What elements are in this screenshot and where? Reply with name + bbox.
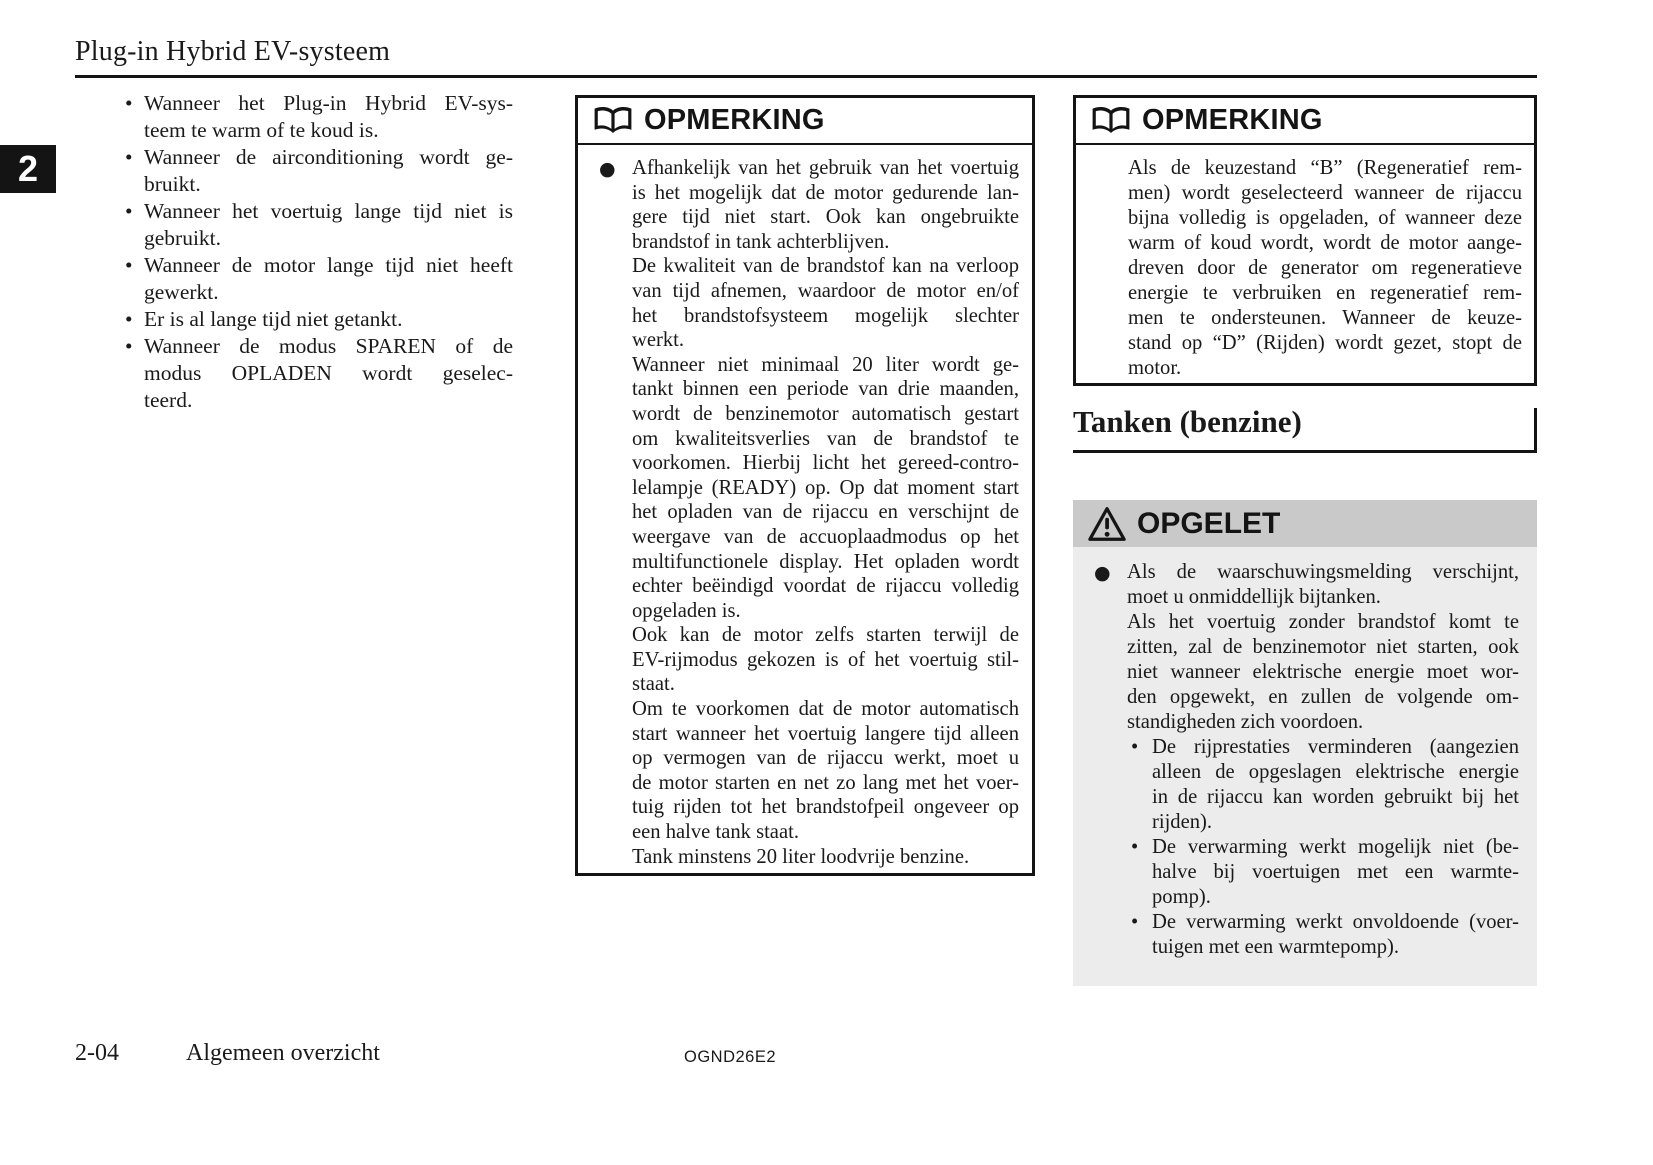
note-box-body <box>1076 145 1534 381</box>
note-box-title: OPMERKING <box>644 104 825 136</box>
text-line: gebruikt. <box>144 226 222 250</box>
caution-item <box>1094 560 1519 960</box>
text-line: lelampje (READY) op. Op dat moment start <box>632 476 1019 499</box>
bullet-dot-icon: • <box>125 307 133 331</box>
text-line: brandstof in tank achterblijven. <box>632 230 890 253</box>
list-item <box>1131 835 1519 910</box>
note-box-header <box>1076 98 1534 145</box>
bullet-dot-icon: • <box>125 145 133 169</box>
page-number: 2-04 <box>75 1040 119 1066</box>
caution-item-text <box>1127 560 1519 735</box>
list-item-text <box>1152 735 1519 835</box>
note-item-text <box>632 156 1019 869</box>
note-box-header <box>578 98 1032 145</box>
text-line: dreven door de generator om regeneratieve <box>1128 257 1522 279</box>
paragraph <box>632 697 1019 845</box>
text-line: gewerkt. <box>144 280 219 304</box>
list-item <box>125 306 513 333</box>
text-line: Als het voertuig zonder brandstof komt te <box>1127 611 1519 633</box>
text-line: op vermogen van de rijaccu werkt, moet u <box>632 747 1019 770</box>
text-line: Afhankelijk van het gebruik van het voertuig <box>632 157 1019 179</box>
text-line: rijden). <box>1152 811 1213 833</box>
caution-body <box>1073 547 1537 960</box>
text-line: om kwaliteitsverlies van de brandstof te <box>632 427 1019 450</box>
text-line: teem te warm of te koud is. <box>144 118 379 142</box>
note-item <box>599 156 1019 869</box>
bullet-dot-icon: • <box>125 334 133 358</box>
doc-code: OGND26E2 <box>684 1048 777 1066</box>
paragraph <box>632 254 1019 352</box>
text-line: EV-rijmodus gekozen is of het voertuig stil- <box>632 648 1019 671</box>
bullet-list-conditions <box>125 90 513 414</box>
list-item-text <box>144 333 513 414</box>
page-title: Plug-in Hybrid EV-systeem <box>75 36 391 67</box>
text-line: tuig rijden tot het brandstofpeil ongeveer op <box>632 796 1019 819</box>
list-item <box>125 144 513 198</box>
text-line: het brandstofsysteem mogelijk slechter <box>632 304 1019 327</box>
list-item-text <box>144 306 513 333</box>
text-line: tankt binnen een periode van drie maanden, <box>632 378 1019 401</box>
text-line: De verwarming werkt onvoldoende (voer- <box>1152 911 1519 933</box>
bullet-dot-icon: • <box>1131 911 1139 933</box>
text-line: Om te voorkomen dat de motor automatisch <box>632 698 1019 721</box>
text-line: Wanneer het voertuig lange tijd niet is <box>144 199 513 223</box>
note-box-body <box>578 145 1032 869</box>
text-line: modus OPLADEN wordt geselec- <box>144 361 513 385</box>
paragraph <box>632 353 1019 624</box>
text-line: warm of koud wordt, wordt de motor aange- <box>1128 232 1522 254</box>
text-line: voorkomen. Hierbij licht het gereed-contro- <box>632 452 1019 475</box>
text-line: staat. <box>632 673 675 696</box>
text-line: de motor starten en net zo lang met het voer- <box>632 771 1019 794</box>
note-box-fuel <box>575 95 1035 876</box>
heading-rule-tick <box>1534 408 1537 450</box>
text-line: zitten, zal de benzinemotor niet starten, ook <box>1127 636 1519 658</box>
caution-box <box>1073 500 1537 986</box>
list-item-text <box>144 90 513 144</box>
paragraph <box>632 845 1019 870</box>
open-book-icon <box>1090 105 1132 137</box>
text-line: Wanneer de modus SPAREN of de <box>144 334 513 358</box>
chapter-tab: 2 <box>0 145 56 193</box>
text-line: Wanneer het Plug-in Hybrid EV-sys- <box>144 91 513 115</box>
bullet-dot-icon: • <box>125 199 133 223</box>
list-item <box>125 198 513 252</box>
text-line: van tijd afnemen, waardoor de motor en/of <box>632 279 1019 302</box>
bullet-dot-icon: • <box>125 91 133 115</box>
text-line: standigheden zich voordoen. <box>1127 711 1364 733</box>
section-heading <box>1073 404 1537 453</box>
text-line: gere tijd niet start. Ook kan ongebruikte <box>632 206 1019 229</box>
caution-sub-list <box>1131 735 1519 960</box>
paragraph <box>1128 156 1522 381</box>
text-line: Als de waarschuwingsmelding verschijnt, <box>1127 561 1519 583</box>
text-line: tuigen met een warmtepomp). <box>1152 936 1400 958</box>
text-line: werkt. <box>632 329 685 352</box>
paragraph <box>1127 560 1519 610</box>
text-line: energie te verbruiken en regeneratief rem- <box>1128 282 1522 304</box>
text-line: halve bij voertuigen met een warmte- <box>1152 861 1519 883</box>
paragraph <box>1127 610 1519 735</box>
text-line: in de rijaccu kan worden gebruikt bij het <box>1152 786 1519 808</box>
list-item-text <box>144 144 513 198</box>
text-line: teerd. <box>144 388 193 412</box>
text-line: Wanneer de motor lange tijd niet heeft <box>144 253 513 277</box>
text-line: start wanneer het voertuig langere tijd alleen <box>632 722 1019 745</box>
text-line: bruikt. <box>144 172 201 196</box>
bullet-dot-icon: • <box>1131 836 1139 858</box>
header-rule <box>75 75 1537 78</box>
footer-section-title: Algemeen overzicht <box>186 1040 380 1066</box>
text-line: men te ondersteunen. Wanneer de keuze- <box>1128 307 1522 329</box>
list-item <box>1131 910 1519 960</box>
list-item-text <box>144 198 513 252</box>
text-line: wordt de benzinemotor automatisch gestart <box>632 402 1019 425</box>
text-line: Ook kan de motor zelfs starten terwijl de <box>632 624 1019 647</box>
text-line: stand op “D” (Rijden) wordt gezet, stopt de <box>1128 332 1522 354</box>
text-line: Tank minstens 20 liter loodvrije benzine. <box>632 845 970 868</box>
section-heading-text: Tanken (benzine) <box>1073 404 1302 439</box>
list-item-text <box>1152 835 1519 910</box>
caution-header <box>1073 500 1537 547</box>
text-line: het opladen van de rijaccu en verschijnt de <box>632 501 1019 524</box>
text-line: men) wordt geselecteerd wanneer de rijaccu <box>1128 182 1522 204</box>
text-line: Wanneer de airconditioning wordt ge- <box>144 145 513 169</box>
text-line: bijna volledig is opgeladen, of wanneer deze <box>1128 207 1522 229</box>
open-book-icon <box>592 105 634 137</box>
list-item <box>1131 735 1519 835</box>
text-line: De rijprestaties verminderen (aangezien <box>1152 736 1519 758</box>
bullet-dot-icon: • <box>1131 736 1139 758</box>
text-line: motor. <box>1128 357 1182 379</box>
text-line: een halve tank staat. <box>632 821 799 844</box>
paragraph <box>632 623 1019 697</box>
note-item-text <box>1097 156 1522 381</box>
text-line: multifunctionele display. Het opladen wordt <box>632 550 1019 573</box>
text-line: Er is al lange tijd niet getankt. <box>144 307 403 331</box>
text-line: echter beëindigd voordat de rijaccu volledig <box>632 575 1019 598</box>
text-line: Wanneer niet minimaal 20 liter wordt ge- <box>632 353 1019 376</box>
text-line: De verwarming werkt mogelijk niet (be- <box>1152 836 1519 858</box>
text-line: Als de keuzestand “B” (Regeneratief rem- <box>1128 157 1522 179</box>
bullet-disc-icon: ● <box>1094 562 1111 584</box>
text-line: De kwaliteit van de brandstof kan na verloop <box>632 255 1019 278</box>
text-line: moet u onmiddellijk bijtanken. <box>1127 586 1381 608</box>
text-line: opgeladen is. <box>632 599 741 622</box>
list-item <box>125 90 513 144</box>
bullet-disc-icon: ● <box>599 158 616 180</box>
list-item-text <box>144 252 513 306</box>
note-box-title: OPMERKING <box>1142 104 1323 136</box>
text-line: weergave van de accuoplaadmodus op het <box>632 525 1019 548</box>
list-item <box>125 333 513 414</box>
paragraph <box>632 156 1019 254</box>
text-line: den opgewekt, en zullen de volgende om- <box>1127 686 1519 708</box>
list-item <box>125 252 513 306</box>
caution-title: OPGELET <box>1137 506 1281 540</box>
bullet-dot-icon: • <box>125 253 133 277</box>
note-box-regen <box>1073 95 1537 386</box>
text-line: pomp). <box>1152 886 1211 908</box>
text-line: alleen de opgeslagen elektrische energie <box>1152 761 1519 783</box>
text-line: niet wanneer elektrische energie moet wor- <box>1127 661 1519 683</box>
warning-triangle-icon <box>1087 506 1127 542</box>
text-line: is het mogelijk dat de motor gedurende lan- <box>632 181 1019 204</box>
list-item-text <box>1152 910 1519 960</box>
